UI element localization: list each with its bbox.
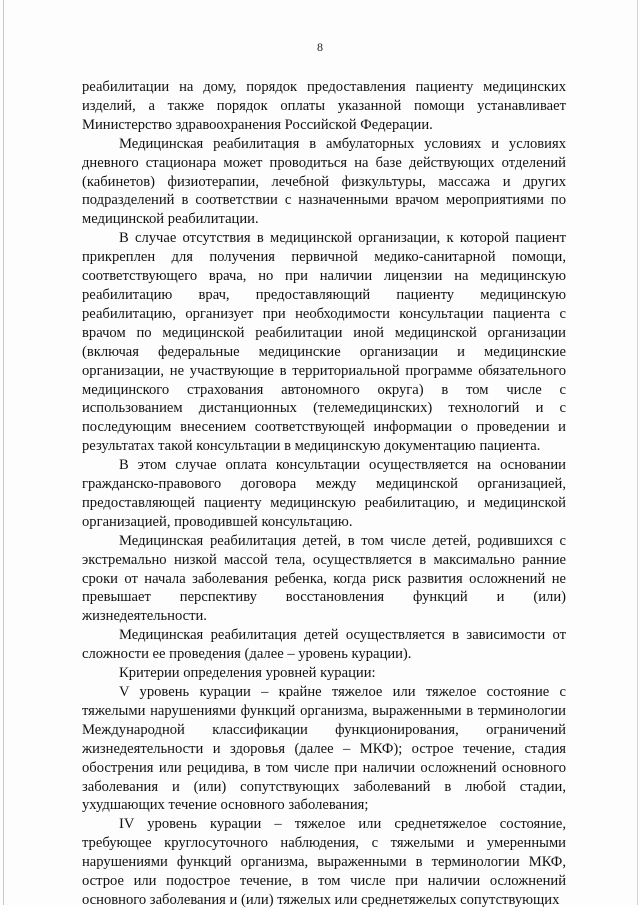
- body-text: [82, 78, 566, 910]
- paragraph-curation-criteria-heading: Критерии определения уровней курации:: [119, 665, 376, 682]
- paragraph-outpatient-rehabilitation: Медицинская реабилитация в амбулаторных условиях и условиях дневного стационара может проводиться на базе действующих отделений (кабинетов) физиотерапии, лечебной физкультуры, массажа и других подразделений в соответствии с назначенными врачом мероприятиями по медицинской реабилитации.: [82, 135, 566, 228]
- paragraph-children-rehabilitation: Медицинская реабилитация детей, в том числе детей, родившихся с экстремально низкой массой тела, осуществляется в максимально ранние сроки от начала заболевания ребенка, когда риск развития осложнений не превышает перспективу восстановления функций и (или) жизнедеятельности.: [82, 532, 566, 625]
- paragraph-curation-level-4: IV уровень курации – тяжелое или среднетяжелое состояние, требующее круглосуточного наблюдения, с тяжелыми и умеренными нарушениями функций организма, выраженными в терминологии МКФ, острое или подострое течение, в том числе при наличии осложнений основного заболевания и (или) тяжелых или среднетяжелых сопутствующих: [82, 816, 566, 908]
- paragraph-home-rehabilitation: реабилитации на дому, порядок предоставления пациенту медицинских изделий, а также порядок оплаты указанной помощи устанавливает Министерство здравоохранения Российской Федерации.: [82, 79, 566, 133]
- paragraph-curation-level-5: V уровень курации – крайне тяжелое или тяжелое состояние с тяжелыми нарушениями функций организма, выраженными в терминологии Международной классификации функционирования, ограничений жизнедеятельности и здоровья (далее – МКФ); острое течение, стадия обострения или рецидива, в том числе при наличии осложнений основного заболевания и (или) сопутствующих заболеваний в любой стадии, ухудшающих течение основного заболевания;: [82, 684, 566, 814]
- paragraph-absent-doctor-consultation: В случае отсутствия в медицинской организации, к которой пациент прикреплен для получения первичной медико-санитарной помощи, соответствующего врача, но при наличии лицензии на медицинскую реабилитацию врач, предоставляющий пациенту медицинскую реабилитацию, организует при необходимости консультации пациента с врачом по медицинской реабилитации иной медицинской организации (включая федеральные медицинские организации и медицинские организации, не участвующие в территориальной программе обязательного медицинского страхования автономного округа) в том числе с использованием дистанционных (телемедицинских) технологий и с последующим внесением соответствующей информации о проведении и результатах такой консультации в медицинскую документацию пациента.: [82, 230, 566, 455]
- page-number: 8: [317, 40, 323, 54]
- paragraph-consultation-payment: В этом случае оплата консультации осуществляется на основании гражданско-правового договора между медицинской организацией, предоставляющей пациенту медицинскую реабилитацию, и медицинской организацией, проводившей консультацию.: [82, 457, 566, 530]
- page-edge-right: [637, 0, 638, 905]
- paragraph-curation-level-definition: Медицинская реабилитация детей осуществляется в зависимости от сложности ее проведения (далее – уровень курации).: [82, 627, 566, 663]
- page-edge-left: [3, 0, 4, 905]
